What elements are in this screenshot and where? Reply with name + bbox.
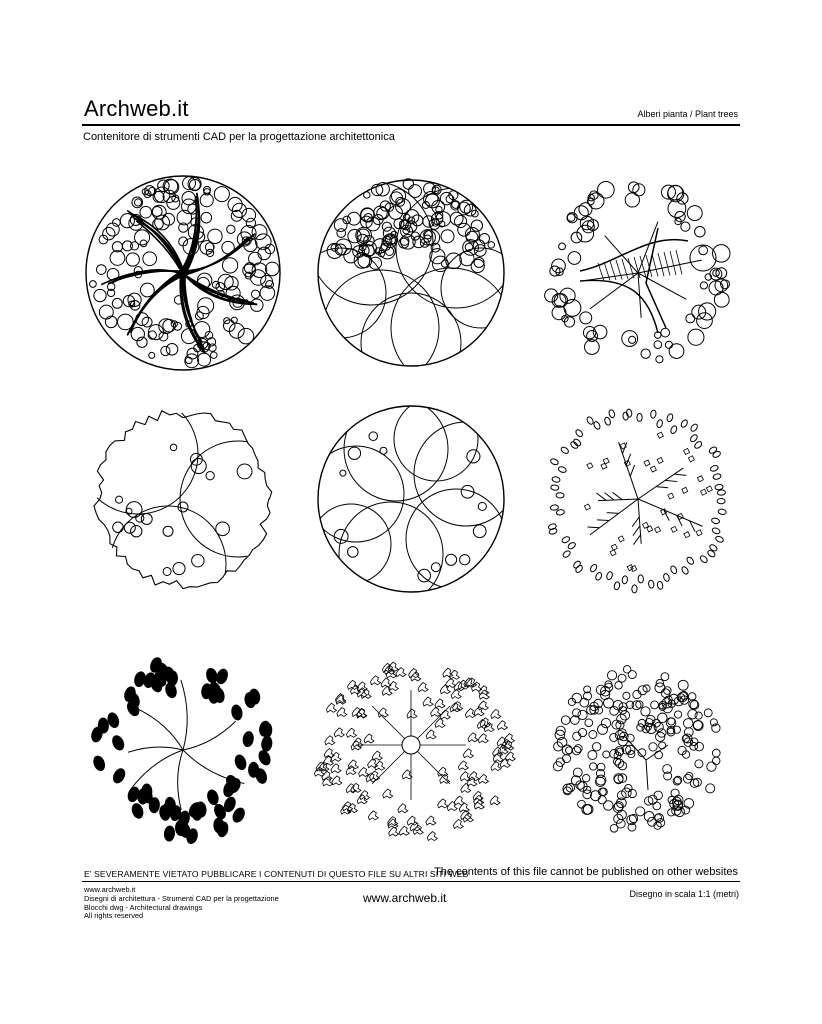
credit-line: Blocchi dwg - Architectural drawings	[84, 902, 203, 912]
tree-branch-leaf-ellipses	[548, 409, 727, 593]
tree-black-leaves	[90, 656, 274, 846]
drawing-category-label: Alberi pianta / Plant trees	[637, 109, 738, 119]
tree-jagged-outline	[78, 394, 296, 622]
footer-credits	[84, 886, 279, 921]
credit-line: All rights reserved	[84, 911, 144, 921]
footer-divider	[82, 881, 740, 882]
tree-leaf-clusters	[314, 662, 515, 840]
brand-logo-text: Archweb.it	[84, 96, 189, 121]
copyright-warning-english: The contents of this file cannot be published on other websites	[434, 866, 738, 878]
tree-bubble-canopy	[553, 666, 720, 833]
tree-branching-circles	[86, 176, 280, 370]
website-url[interactable]: www.archweb.it	[363, 891, 447, 905]
credit-line: Disegni di architettura - Strumenti CAD per la progettazione	[84, 893, 279, 903]
credit-line: www.archweb.it	[84, 885, 136, 894]
drawing-scale-note: Disegno in scala 1:1 (metri)	[629, 889, 739, 899]
copyright-warning-italian: E' SEVERAMENTE VIETATO PUBBLICARE I CONTENUTI DI QUESTO FILE SU ALTRI SITI WEB	[84, 869, 469, 879]
tree-petal-arcs	[308, 397, 518, 606]
tree-trunk-ring-of-circles	[545, 181, 730, 362]
header-subtitle: Contenitore di strumenti CAD per la progettazione architettonica	[83, 131, 395, 143]
tree-overlapping-arcs-circles	[296, 179, 521, 393]
